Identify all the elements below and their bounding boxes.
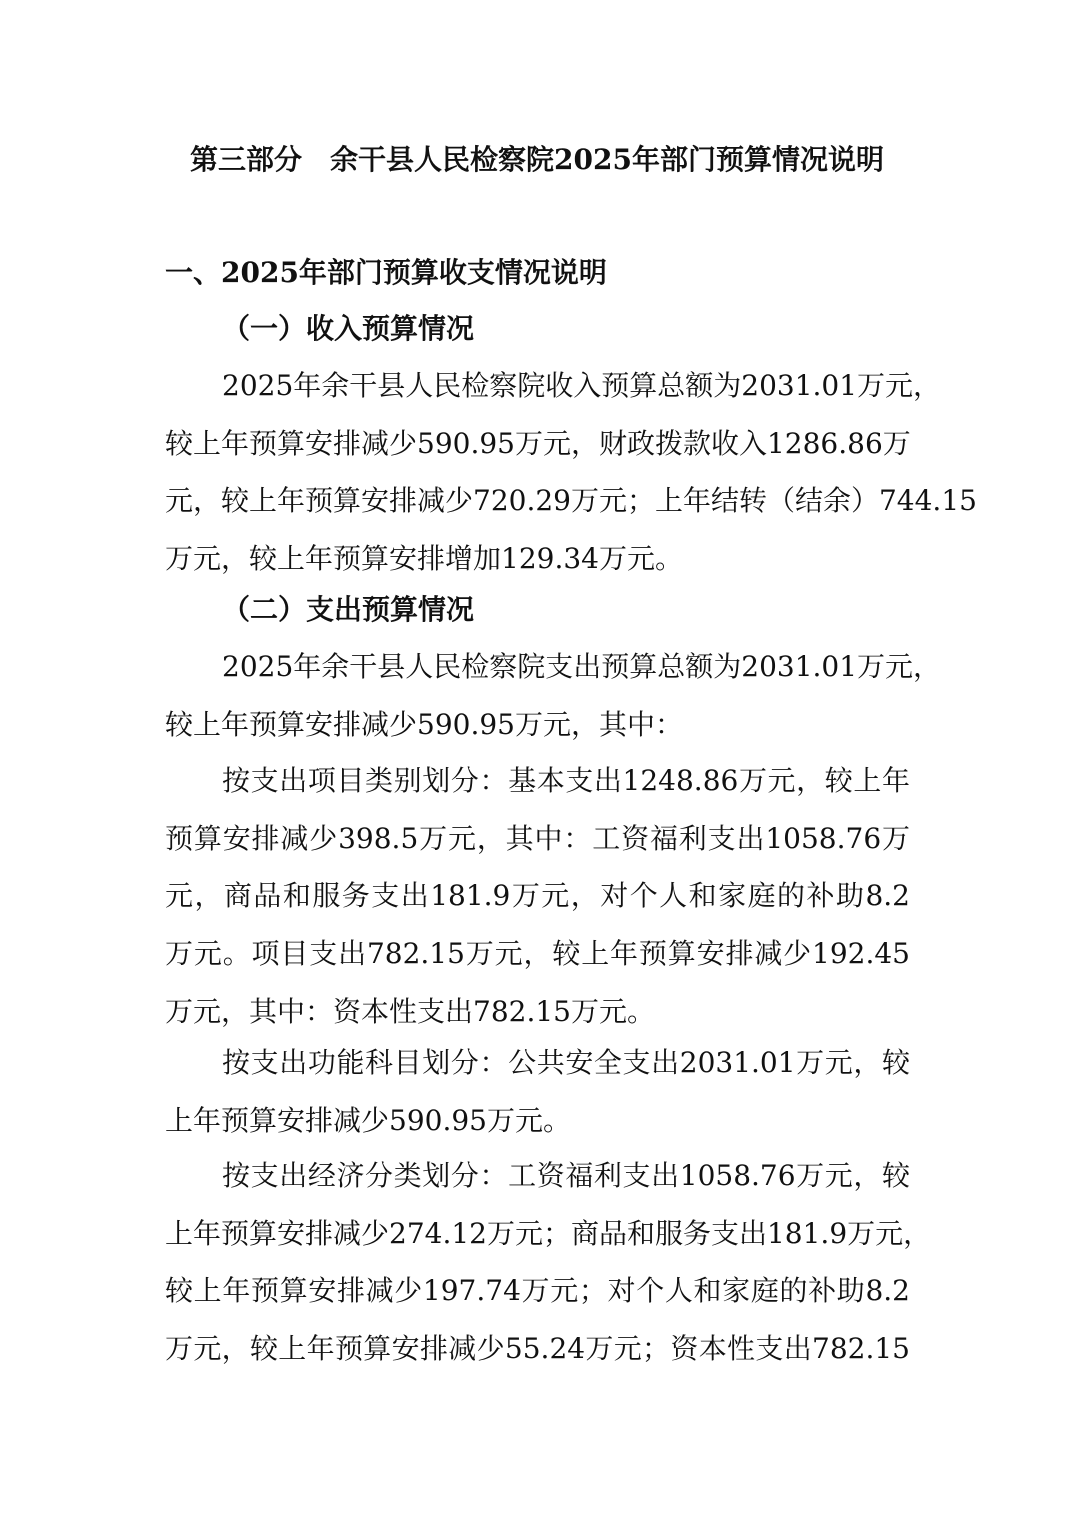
paragraph-line: 万元。项目支出782.15万元，较上年预算安排减少192.45 xyxy=(165,937,910,971)
expenditure-by-project-paragraph xyxy=(165,752,910,1040)
paragraph-line: 较上年预算安排减少590.95万元，财政拨款收入1286.86万 xyxy=(165,426,911,460)
paragraph-line: 预算安排减少398.5万元，其中：工资福利支出1058.76万 xyxy=(165,821,910,855)
paragraph-line: 上年预算安排减少590.95万元。 xyxy=(165,1103,571,1137)
paragraph-line: 按支出项目类别划分：基本支出1248.86万元，较上年 xyxy=(222,764,910,797)
paragraph-line: 万元，较上年预算安排减少55.24万元；资本性支出782.15 xyxy=(165,1332,910,1366)
paragraph-line: 2025年余干县人民检察院收入预算总额为2031.01万元， xyxy=(222,369,942,402)
paragraph-line: 万元，较上年预算安排增加129.34万元。 xyxy=(165,542,683,576)
paragraph-line: 元，较上年预算安排减少720.29万元；上年结转（结余）744.15 xyxy=(165,484,977,518)
expenditure-total-paragraph xyxy=(165,638,942,753)
section-heading-budget-overview: 一、2025年部门预算收支情况说明 xyxy=(165,256,607,289)
paragraph-line: 元，商品和服务支出181.9万元，对个人和家庭的补助8.2 xyxy=(165,879,910,913)
expenditure-by-function-paragraph xyxy=(165,1034,910,1149)
subsection-heading-income: （一）收入预算情况 xyxy=(222,312,475,345)
paragraph-line: 2025年余干县人民检察院支出预算总额为2031.01万元， xyxy=(222,650,942,683)
document-title: 第三部分 余干县人民检察院2025年部门预算情况说明 xyxy=(190,143,884,176)
paragraph-line: 按支出经济分类划分：工资福利支出1058.76万元，较 xyxy=(222,1159,910,1192)
paragraph-line: 万元，其中：资本性支出782.15万元。 xyxy=(165,994,655,1028)
paragraph-line: 较上年预算安排减少197.74万元；对个人和家庭的补助8.2 xyxy=(165,1274,910,1308)
paragraph-line: 上年预算安排减少274.12万元；商品和服务支出181.9万元， xyxy=(165,1216,932,1250)
paragraph-line: 按支出功能科目划分：公共安全支出2031.01万元，较 xyxy=(222,1046,910,1079)
income-paragraph xyxy=(165,357,977,588)
expenditure-by-economic-class-paragraph xyxy=(165,1147,932,1378)
paragraph-line: 较上年预算安排减少590.95万元，其中： xyxy=(165,707,683,741)
subsection-heading-expenditure: （二）支出预算情况 xyxy=(222,593,475,626)
